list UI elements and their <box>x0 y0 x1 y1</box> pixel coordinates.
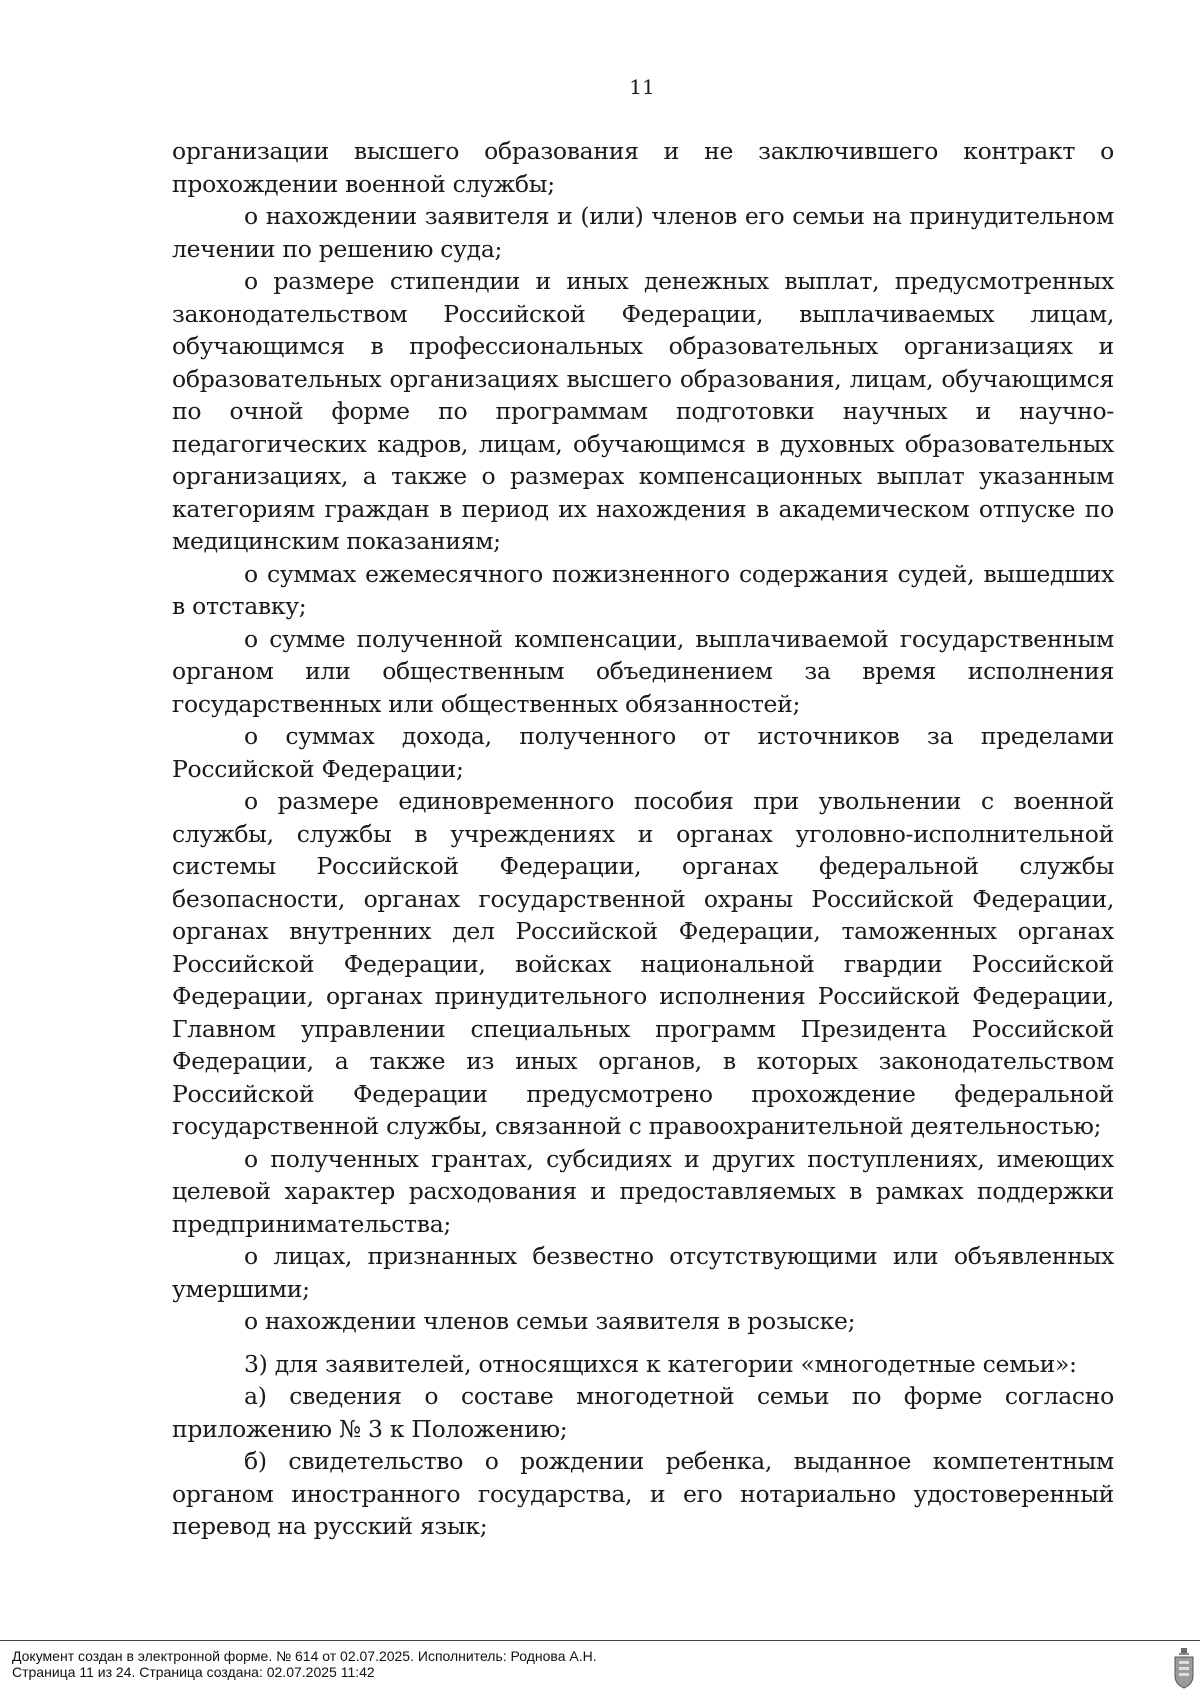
footer-divider <box>0 1640 1200 1641</box>
footer-page-info: Страница 11 из 24. Страница создана: 02.07.2025 11:42 <box>12 1664 375 1680</box>
paragraph: о сумме полученной компенсации, выплачиваемой государственным органом или общественным объединением за время исполнения государственных или общественных обязанностей; <box>172 624 1114 718</box>
paragraph: а) сведения о составе многодетной семьи по форме согласно приложению № 3 к Положению; <box>172 1382 1114 1443</box>
document-body <box>172 135 1114 1543</box>
paragraph: о нахождении заявителя и (или) членов его семьи на принудительном лечении по решению суда; <box>172 202 1114 263</box>
page-number: 11 <box>629 75 655 99</box>
document-footer <box>12 1648 597 1680</box>
paragraph: 3) для заявителей, относящихся к категории «многодетные семьи»: <box>244 1349 1077 1378</box>
paragraph: о размере стипендии и иных денежных выплат, предусмотренных законодательством Российской Федерации, выплачиваемых лицам, обучающимся в профессиональных образовательных организациях и образовательных организациях высшего образования, лицам, обучающимся по очной форме по программам подготовки научных и научно-педагогических кадров, лицам, обучающимся в духовных образовательных организациях, а также о размерах компенсационных выплат указанным категориям граждан в период их нахождения в академическом отпуске по медицинским показаниям; <box>172 267 1114 555</box>
paragraph: о размере единовременного пособия при увольнении с военной службы, службы в учреждениях и органах уголовно-исполнительной системы Российской Федерации, органах федеральной службы безопасности, органах государственной охраны Российской Федерации, органах внутренних дел Российской Федерации, таможенных органах Российской Федерации, войсках национальной гвардии Российской Федерации, органах принудительного исполнения Российской Федерации, Главном управлении специальных программ Президента Российской Федерации, а также из иных органов, в которых законодательством Российской Федерации предусмотрено прохождение федеральной государственной службы, связанной с правоохранительной деятельностью; <box>172 787 1114 1140</box>
paragraph: о полученных грантах, субсидиях и других поступлениях, имеющих целевой характер расходования и предоставляемых в рамках поддержки предпринимательства; <box>172 1144 1114 1238</box>
paragraph: о нахождении членов семьи заявителя в розыске; <box>244 1307 856 1335</box>
paragraph: о лицах, признанных безвестно отсутствующими или объявленных умершими; <box>172 1242 1114 1303</box>
paragraph: о суммах ежемесячного пожизненного содержания судей, вышедших в отставку; <box>172 559 1114 620</box>
paragraph: о суммах дохода, полученного от источников за пределами Российской Федерации; <box>172 722 1114 783</box>
footer-document-info: Документ создан в электронной форме. № 614 от 02.07.2025. Исполнитель: Роднова А.Н. <box>12 1648 597 1664</box>
paragraph: б) свидетельство о рождении ребенка, выданное компетентным органом иностранного государства, и его нотариально удостоверенный перевод на русский язык; <box>172 1447 1114 1540</box>
paragraph: организации высшего образования и не заключившего контракт о прохождении военной службы; <box>172 137 1114 198</box>
coat-of-arms-icon <box>1172 1646 1196 1690</box>
